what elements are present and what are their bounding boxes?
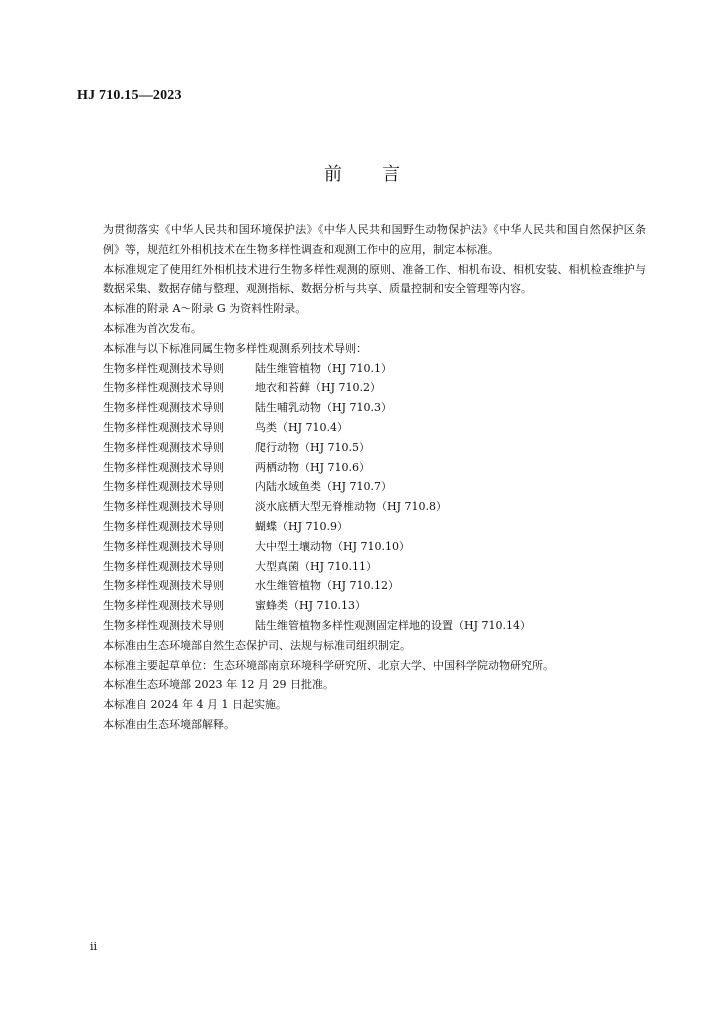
guide-prefix: 生物多样性观测技术导则 (103, 599, 224, 613)
list-item (80, 616, 646, 636)
list-item (80, 596, 646, 616)
list-item (80, 438, 646, 458)
guide-prefix: 生物多样性观测技术导则 (103, 539, 224, 553)
guide-prefix: 生物多样性观测技术导则 (103, 500, 224, 514)
guide-prefix: 生物多样性观测技术导则 (103, 579, 224, 593)
paragraph-effective-date: 本标准自 2024 年 4 月 1 日起实施。 (103, 698, 287, 712)
foreword-body (80, 220, 646, 735)
guide-title: 爬行动物（HJ 710.5） (255, 440, 370, 454)
paragraph-appendix: 本标准的附录 A～附录 G 为资料性附录。 (103, 302, 307, 316)
guide-prefix: 生物多样性观测技术导则 (103, 361, 224, 375)
guide-prefix: 生物多样性观测技术导则 (103, 401, 224, 415)
list-item (80, 517, 646, 537)
paragraph-interpretation: 本标准由生态环境部解释。 (103, 717, 235, 731)
list-item (80, 418, 646, 438)
list-item (80, 359, 646, 379)
guide-title: 水生维管植物（HJ 710.12） (255, 579, 399, 593)
standard-code: HJ 710.15—2023 (77, 88, 182, 103)
guide-title: 地衣和苔藓（HJ 710.2） (255, 381, 381, 395)
paragraph-first-release: 本标准为首次发布。 (103, 321, 202, 335)
list-item (80, 477, 646, 497)
guide-series-list (80, 359, 646, 636)
guide-title: 两栖动物（HJ 710.6） (255, 460, 370, 474)
guide-prefix: 生物多样性观测技术导则 (103, 440, 224, 454)
guide-title: 蝴蝶（HJ 710.9） (255, 519, 348, 533)
list-item (80, 576, 646, 596)
guide-prefix: 生物多样性观测技术导则 (103, 559, 224, 573)
paragraph-series-intro: 本标准与以下标准同属生物多样性观测系列技术导则： (103, 341, 367, 355)
paragraph-purpose: 为贯彻落实《中华人民共和国环境保护法》《中华人民共和国野生动物保护法》《中华人民共和国自然保护区条例》等，规范红外相机技术在生物多样性调查和观测工作中的应用，制定本标准。 (103, 223, 646, 256)
guide-prefix: 生物多样性观测技术导则 (103, 480, 224, 494)
page-number: ii (90, 940, 98, 953)
guide-prefix: 生物多样性观测技术导则 (103, 519, 224, 533)
paragraph-approval: 本标准生态环境部 2023 年 12 月 29 日批准。 (103, 678, 334, 692)
guide-prefix: 生物多样性观测技术导则 (103, 381, 224, 395)
list-item (80, 537, 646, 557)
list-item (80, 398, 646, 418)
paragraph-drafters: 本标准主要起草单位：生态环境部南京环境科学研究所、北京大学、中国科学院动物研究所。 (103, 658, 554, 672)
guide-title: 陆生维管植物（HJ 710.1） (255, 361, 392, 375)
list-item (80, 497, 646, 517)
list-item (80, 458, 646, 478)
paragraph-scope: 本标准规定了使用红外相机技术进行生物多样性观测的原则、准备工作、相机布设、相机安装、相机检查维护与数据采集、数据存储与整理、观测指标、数据分析与共享、质量控制和安全管理等内容。 (103, 262, 646, 296)
guide-title: 陆生维管植物多样性观测固定样地的设置（HJ 710.14） (255, 618, 531, 632)
guide-title: 内陆水域鱼类（HJ 710.7） (255, 480, 392, 494)
paragraph-organizer: 本标准由生态环境部自然生态保护司、法规与标准司组织制定。 (103, 638, 411, 652)
guide-title: 陆生哺乳动物（HJ 710.3） (255, 401, 392, 415)
page-title: 前言 (324, 164, 440, 185)
list-item (80, 557, 646, 577)
guide-prefix: 生物多样性观测技术导则 (103, 618, 224, 632)
guide-prefix: 生物多样性观测技术导则 (103, 420, 224, 434)
guide-prefix: 生物多样性观测技术导则 (103, 460, 224, 474)
guide-title: 蜜蜂类（HJ 710.13） (255, 599, 366, 613)
guide-title: 淡水底栖大型无脊椎动物（HJ 710.8） (255, 500, 447, 514)
guide-title: 大型真菌（HJ 710.11） (255, 559, 377, 573)
guide-title: 鸟类（HJ 710.4） (255, 420, 348, 434)
guide-title: 大中型土壤动物（HJ 710.10） (255, 539, 410, 553)
list-item (80, 378, 646, 398)
